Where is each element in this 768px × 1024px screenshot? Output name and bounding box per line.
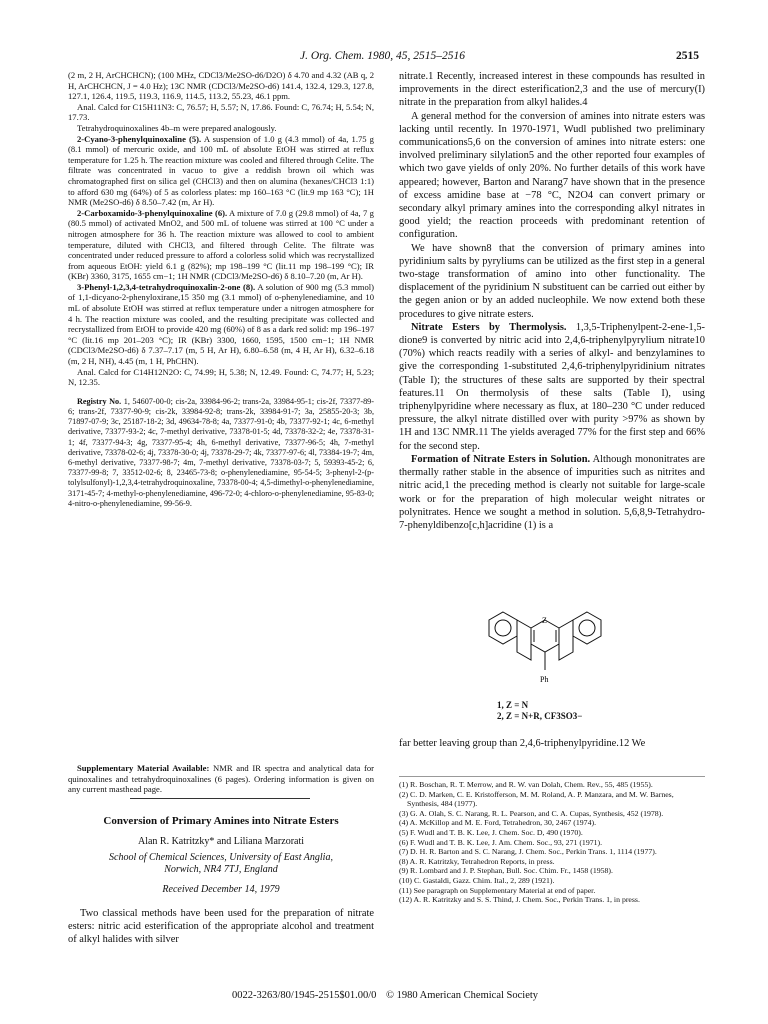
article-affiliation bbox=[68, 852, 374, 876]
reference-item: (12) A. R. Katritzky and S. S. Thind, J. Chem. Soc., Perkin Trans. 1, in press. bbox=[399, 895, 640, 905]
paragraph: A general method for the conversion of amines into nitrate esters was lacking until recently. In 1970-1971, Wudl published two preliminary communications5,6 on the conversion of amines into nitrate esters: one involved preliminary silylation5 and the other reported four examples of which two gave yields of only 20%. No further details of this work have appeared; however, Barton and Narang7 have shown that in the presence of excess amidine base at −78 °C, N2O4 can convert primary or secondary alkyl primary amines into the corresponding alkyl nitrates in good yield; the reaction proceeds with predominant retention of configuration. bbox=[399, 110, 705, 241]
aromatic-circle bbox=[495, 620, 511, 636]
paragraph bbox=[399, 321, 705, 453]
phenyl-label: Ph bbox=[540, 675, 549, 684]
page-number: 2515 bbox=[676, 50, 699, 62]
article-code: 0022-3263/80/1945-2515$01.00/0 bbox=[232, 990, 377, 1001]
reference-item: (9) R. Lombard and J. P. Stephan, Bull. Soc. Chim. Fr., 1458 (1958). bbox=[399, 866, 613, 876]
paragraph bbox=[68, 282, 374, 367]
paragraph bbox=[399, 453, 705, 532]
article-authors: Alan R. Katritzky* and Liliana Marzorati bbox=[137, 836, 305, 847]
paragraph-body: A solution of 900 mg (5.3 mmol) of 1,1-dicyano-2-phenyloxirane,15 350 mg (3.1 mmol) of o-phenylenediamine, and 10 mL of absolute EtOH was stirred at reflux temperature under a nitrogen atmosphere for 4 h. The reaction mixture was cooled, and the resulting precipitate was collected and recrystallized from EtOH to provide 420 mg (60%) of 8 as a dark red solid: mp 196–197 °C (lit.16 mp 201–203 °C); IR (KBr) 3300, 1660, 1595, 1500 cm−1; 1H NMR (CDCl3/Me2SO-d6) δ 7.37–7.17 (m, 5 H, Ar H), 6.80–6.58 (m, 4 H, Ar H), 6.32–6.18 (m, 2 H, NH), 4.45 (m, 1 H, PhCHN). bbox=[68, 281, 374, 367]
section-heading: 2-Cyano-3-phenylquinoxaline (5). bbox=[77, 133, 202, 144]
bond bbox=[517, 620, 531, 628]
section-heading: 2-Carboxamido-3-phenylquinoxaline (6). bbox=[77, 207, 228, 218]
article-intro: Two classical methods have been used for the preparation of nitrate esters: nitric acid esterification of the appropriate alcohol and treatment of alkyl halides with silver bbox=[68, 908, 374, 946]
paragraph-body: 1,3,5-Triphenylpent-2-ene-1,5-dione9 is converted by nitric acid into 2,4,6-triphenylpyrylium nitrate10 (70%) which reacts readily with a series of alkyl- and benzylamines to give the corresponding 1-substituted 2,4,6-triphenylpyridinium nitrates (Table I); the structures of these salts are supported by their spectral features.11 On thermolysis of these salts (Table I), using triphenylpyridine where necessary as flux, at 180–230 °C under reduced pressure, the alkyl nitrate distilled over with purity >97% as shown by 1H and 13C NMR.11 The yields averaged 77% for the first step and 66% for the second step. bbox=[399, 321, 705, 452]
supplementary-heading: Supplementary Material Available: bbox=[77, 763, 210, 773]
paragraph: We have shown8 that the conversion of primary amines into pyridinium salts by pyryliums can be utilized as the first step in a general two-stage transformation of amino into other functionality. The displacement of the pyridinium N substituent can be carried out either by the gegen anion or by an added nucleophile. We now extend both these procedures to give nitrate esters. bbox=[399, 242, 705, 320]
registry-paragraph bbox=[68, 397, 374, 509]
reference-item: (6) F. Wudl and T. B. K. Lee, J. Am. Chem. Soc., 93, 271 (1971). bbox=[399, 837, 603, 847]
journal-citation: J. Org. Chem. 1980, 45, 2515–2516 bbox=[300, 50, 466, 62]
paragraph: Anal. Calcd for C14H12N2O: C, 74.99; H, 5.38; N, 12.49. Found: C, 74.77; H, 5.23; N, 12.35. bbox=[68, 366, 374, 388]
paragraph: Anal. Calcd for C15H11N3: C, 76.57; H, 5.57; N, 17.86. Found: C, 76.74; H, 5.54; N, 17.73. bbox=[68, 101, 374, 123]
section-heading: Formation of Nitrate Esters in Solution. bbox=[411, 453, 591, 465]
reference-item: (8) A. R. Katritzky, Tetrahedron Reports, in press. bbox=[399, 856, 555, 866]
registry-body: 1, 54607-00-0; cis-2a, 33984-96-2; trans-2a, 33984-95-1; cis-2f, 73377-89-6; trans-2f, 73377-90-9; cis-2k, 33984-92-8; trans-2k, 33984-91-7; 3a, 25855-20-3; 3b, 71897-07-9; 3c, 25187-18-2; 3d, 49634-78-8; 4a, 73377-91-0; 4b, 73377-92-1; 4c, 6-methyl derivative, 73377-93-2; 4c, 7-methyl derivative, 73378-01-5; 4d, 73378-32-2; 4e, 73378-31-1; 4f, 73377-94-3; 4g, 73377-95-4; 4h, 6-methyl derivative, 73377-96-5; 4h, 7-methyl derivative, 73378-02-6; 4j, 73378-30-0; 4j, 73378-29-7; 4k, 73377-97-6; 4l, 73384-19-7; 4m, 6-methyl derivative, 73377-98-7; 4m, 7-methyl derivative, 73378-03-7; 5, 59393-45-2; 6, 73377-99-8; 7, 33512-02-6; 8, 23465-73-8; o-phenylenediamine, 95-54-5; 3-phenyl-2-(p-tolylsulfonyl)-1,2,3,4-tetrahydroquinoxaline, 73378-00-4; 4,5-dimethyl-o-phenylenediamine, 3171-45-7; 4-methyl-o-phenylenediamine, 496-72-0; 4-chloro-o-phenylenediamine, 95-83-0; 4-nitro-o-phenylenediamine, 99-56-9. bbox=[68, 396, 375, 508]
paragraph: (2 m, 2 H, ArCHCHCN); (100 MHz, CDCl3/Me2SO-d6/D2O) δ 4.70 and 4.32 (AB q, 2 H, ArCHCHCN, J = 4.0 Hz); 13C NMR (CDCl3/Me2SO-d6) 141.4, 132.4, 129.3, 127.8, 127.1, 126.4, 119.5, 119.3, 116.9, 114.5, 113.2, 55.23, 46.1 ppm. bbox=[68, 70, 374, 102]
reference-item: (4) A. McKillop and M. E. Ford, Tetrahedron, 30, 2467 (1974). bbox=[399, 818, 597, 828]
left-saturated-ring bbox=[517, 636, 531, 660]
reference-item: (11) See paragraph on Supplementary Material at end of paper. bbox=[399, 885, 596, 895]
aromatic-circle bbox=[579, 620, 595, 636]
paragraph bbox=[68, 208, 374, 282]
right-column bbox=[399, 70, 705, 532]
article-title: Conversion of Primary Amines into Nitrate Esters bbox=[103, 815, 339, 827]
atom-z-label: Z bbox=[542, 616, 547, 625]
bond bbox=[559, 620, 573, 628]
paragraph: Tetrahydroquinoxalines 4b–m were prepared analogously. bbox=[77, 122, 277, 133]
paragraph bbox=[68, 763, 374, 795]
caption-line: 2, Z = N+R, CF3SO3− bbox=[497, 711, 583, 721]
structure-caption bbox=[497, 700, 582, 722]
caption-line: 1, Z = N bbox=[497, 700, 529, 710]
paragraph-body: Although mononitrates are thermally rather stable in the absence of impurities such as nitrites and nitric acid,1 the preceding method is clearly not suitable for large-scale work or for the preparation of high molecular weight nitrates or polynitrates. Hence we sought a method in solution. 5,6,8,9-Tetrahydro-7-phenyldibenzo[c,h]acridine (1) is a bbox=[399, 453, 705, 531]
divider bbox=[130, 798, 310, 799]
reference-item: (5) F. Wudl and T. B. K. Lee, J. Chem. Soc. D, 490 (1970). bbox=[399, 827, 583, 837]
affiliation-line: School of Chemical Sciences, University of East Anglia, bbox=[109, 852, 333, 863]
right-saturated-ring bbox=[559, 636, 573, 660]
paragraph-continuation: far better leaving group than 2,4,6-triphenylpyridine.12 We bbox=[399, 738, 646, 749]
section-heading: 3-Phenyl-1,2,3,4-tetrahydroquinoxalin-2-one (8). bbox=[77, 281, 256, 292]
reference-item: (2) C. D. Marken, C. E. Kristofferson, M. M. Roland, A. P. Manzara, and M. W. Barnes, Synthesis, 484 (1977). bbox=[399, 789, 674, 809]
paragraph bbox=[68, 134, 374, 208]
paragraph: nitrate.1 Recently, increased interest in these compounds has resulted in improvements in the direct esterification2,3 and the use of mercury(I) nitrate in the preparation from alkyl halides.4 bbox=[399, 71, 705, 109]
paragraph-body: A mixture of 7.0 g (29.8 mmol) of 4a, 7 g (80.5 mmol) of activated MnO2, and 500 mL of toluene was stirred at 100 °C under a nitrogen atmosphere for 36 h. The reaction mixture was allowed to cool to ambient temperature, diluted with CHCl3, and filtered through Celite. The filtrate was concentrated under reduced pressure to afford a colorless solid which was recrystallized from aqueous EtOH: yield 6.1 g (82%); mp 198–199 °C (lit.11 mp 198–199 °C); IR (KBr) 3360, 3175, 1655 cm−1; 1H NMR (CDCl3/Me2SO-d6) δ 8.10–7.20 (m, Ar H). bbox=[68, 207, 374, 282]
references-divider bbox=[399, 776, 705, 777]
supplementary-body: NMR and IR spectra and analytical data for quinoxalines and tetrahydroquinoxalines (6 pages). Ordering information is given on any current masthead page. bbox=[68, 763, 374, 795]
section-heading: Nitrate Esters by Thermolysis. bbox=[411, 321, 567, 333]
registry-heading: Registry No. bbox=[77, 396, 122, 406]
paragraph-body: A suspension of 1.0 g (4.3 mmol) of 4a, 1.75 g (8.1 mmol) of mercuric oxide, and 100 mL of absolute EtOH was stirred at reflux temperature for 1.25 h. The reaction mixture was cooled and filtered through Celite. The filtrate was concentrated in vacuo to give a reddish brown oil which was chromatographed first on silica gel (CHCl3) and then on alumina (hexanes/CHCl3 1:1) to afford 630 mg (64%) of 5 as colorless plates: mp 160–163 °C (lit.9 mp 163 °C); 1H NMR (Me2SO-d6) δ 8.50–7.42 (m, Ar H). bbox=[68, 133, 374, 208]
supplementary-material bbox=[68, 763, 374, 795]
reference-item: (1) R. Boschan, R. T. Merrow, and R. W. van Dolah, Chem. Rev., 55, 485 (1955). bbox=[399, 780, 653, 789]
chemical-structure-diagram bbox=[480, 608, 610, 688]
right-aromatic-ring bbox=[573, 612, 601, 644]
copyright: © 1980 American Chemical Society bbox=[386, 990, 539, 1001]
reference-item: (3) G. A. Olah, S. C. Narang, R. L. Pearson, and C. A. Cupas, Synthesis, 452 (1978). bbox=[399, 808, 664, 818]
reference-item: (10) C. Gastaldi, Gazz. Chim. Ital., 2, 289 (1921). bbox=[399, 875, 555, 885]
affiliation-line: Norwich, NR4 7TJ, England bbox=[164, 864, 278, 875]
reference-item: (7) D. H. R. Barton and S. C. Narang, J. Chem. Soc., Perkin Trans. 1, 1114 (1977). bbox=[399, 847, 657, 857]
references-list bbox=[399, 780, 705, 905]
left-column bbox=[68, 70, 374, 509]
left-aromatic-ring bbox=[489, 612, 517, 644]
received-date: Received December 14, 1979 bbox=[162, 884, 280, 895]
